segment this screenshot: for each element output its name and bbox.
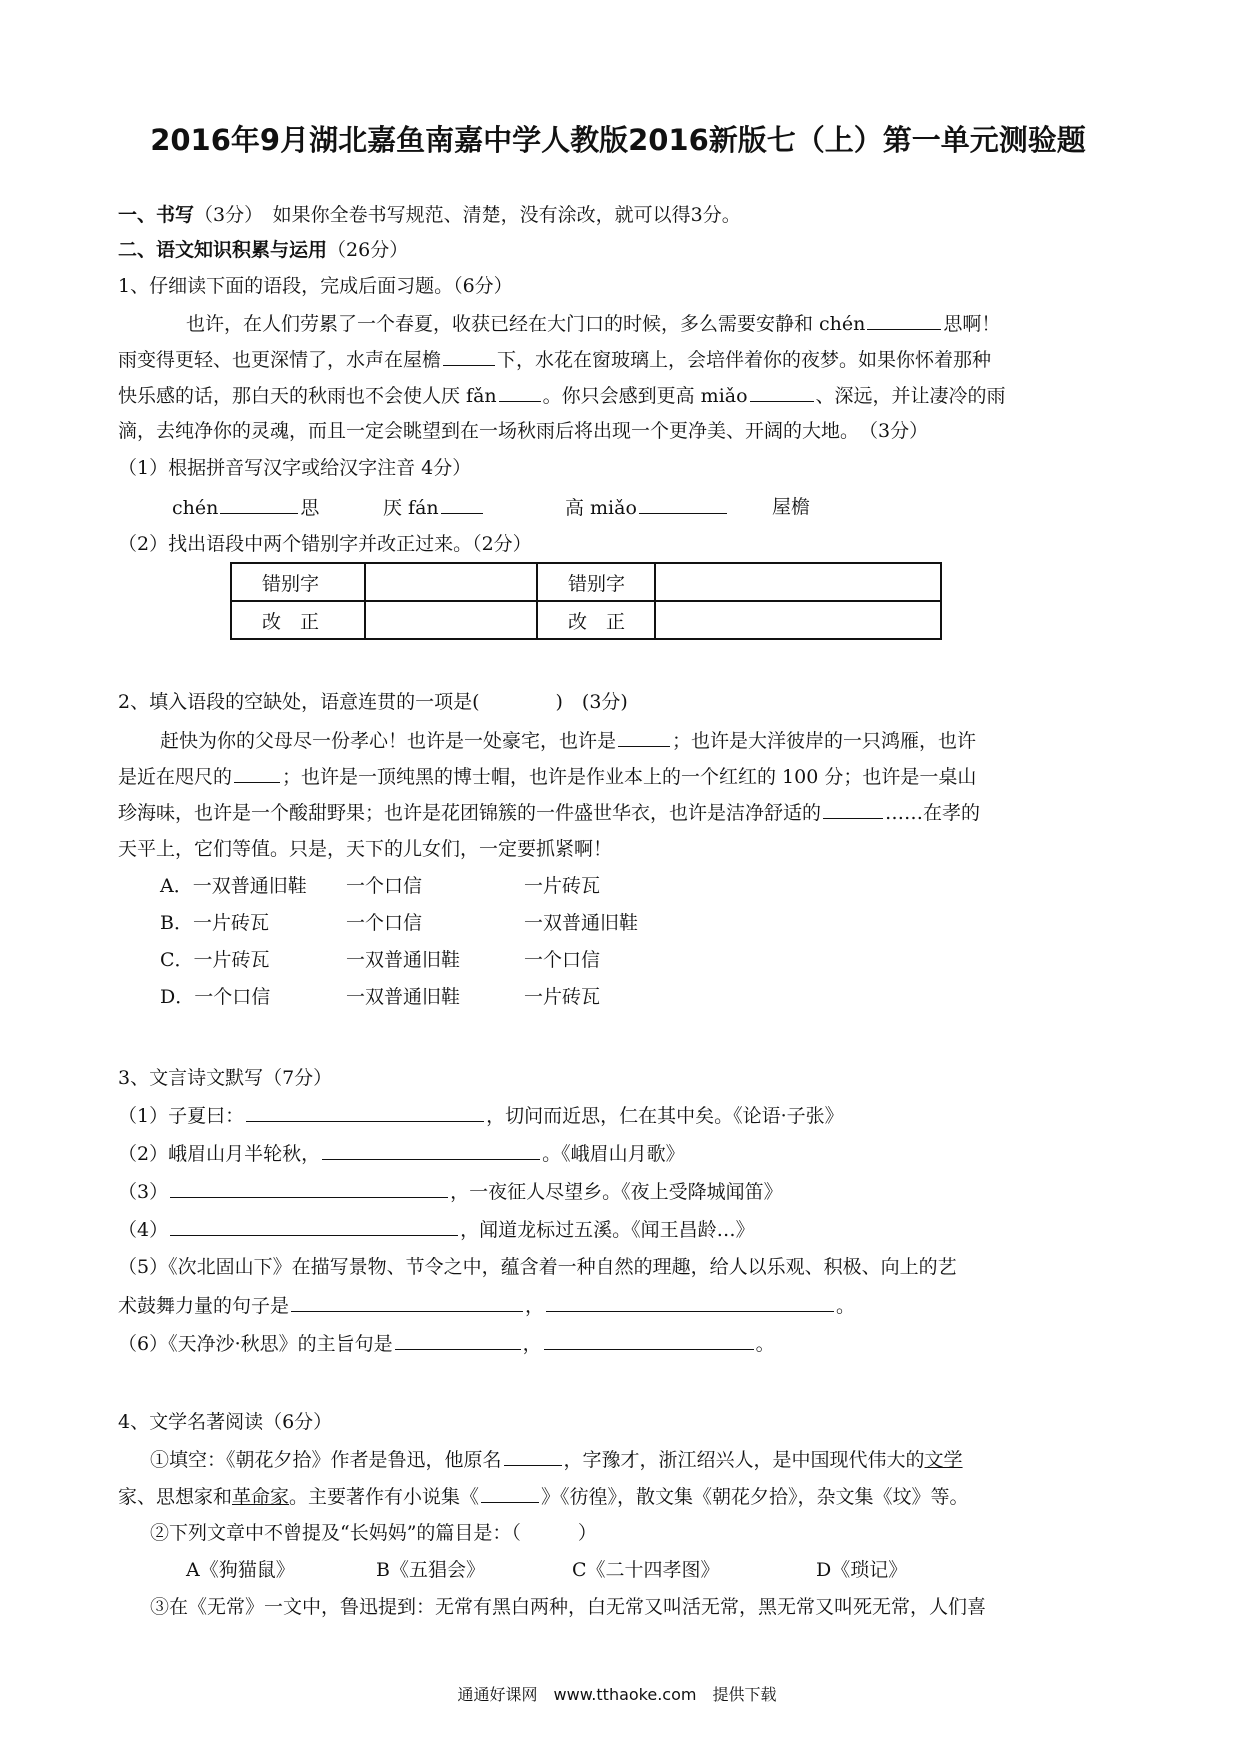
q1-title: 1、仔细读下面的语段，完成后面习题。（6分）: [118, 275, 513, 297]
q3-item-6: （6）《天净沙·秋思》的主旨句是 ， 。: [118, 1333, 775, 1355]
pinyin-item-1: chén 思: [172, 497, 320, 519]
q2-option-d[interactable]: D．一个口信 一双普通旧鞋 一片砖瓦: [160, 986, 601, 1008]
q4-fill-line-2: 家、思想家和革命家。主要著作有小说集《 》《彷徨》，散文集《朝花夕拾》，杂文集《坟》等。: [118, 1486, 969, 1508]
q3-item-2: （2）峨眉山月半轮秋， 。《峨眉山月歌》: [118, 1143, 685, 1165]
q1-passage-line-1: 也许，在人们劳累了一个春夏，收获已经在大门口的时候，多么需要安静和 chén 思啊！: [186, 313, 1001, 335]
q4-option-d[interactable]: D《琐记》: [816, 1559, 908, 1581]
q2-option-a[interactable]: A．一双普通旧鞋 一个口信 一片砖瓦: [160, 875, 601, 897]
q2-option-c[interactable]: C．一片砖瓦 一双普通旧鞋 一个口信: [160, 949, 601, 971]
blank[interactable]: [499, 383, 541, 402]
blank[interactable]: [441, 495, 483, 514]
q4-title: 4、文学名著阅读（6分）: [118, 1411, 333, 1433]
answer-cell[interactable]: [365, 601, 537, 639]
section-2-text: （26分）: [327, 239, 409, 261]
section-2: [118, 238, 408, 262]
q4-option-a[interactable]: A《狗猫鼠》: [186, 1559, 295, 1581]
answer-cell[interactable]: [655, 601, 941, 639]
pinyin-item-2: 厌 fán: [383, 495, 485, 520]
blank[interactable]: [544, 1331, 754, 1350]
q3-item-3: （3） ，一夜征人尽望乡。《夜上受降城闻笛》: [118, 1181, 783, 1203]
q2-passage-line-1: 赶快为你的父母尽一份孝心！也许是一处豪宅，也许是 ；也许是大洋彼岸的一只鸿雁，也许: [160, 730, 977, 752]
table-label-wrong-2: 错别字: [537, 563, 655, 601]
q4-options: [186, 1558, 907, 1582]
table-label-wrong-1: 错别字: [231, 563, 365, 601]
blank[interactable]: [170, 1217, 458, 1236]
q3-item-1: （1）子夏曰： ，切问而近思，仁在其中矣。《论语·子张》: [118, 1105, 844, 1127]
q3-title: 3、文言诗文默写（7分）: [118, 1067, 333, 1089]
table-label-fix-1: 改 正: [231, 601, 365, 639]
q3-item-5-line-2: 术鼓舞力量的句子是 ， 。: [118, 1295, 856, 1317]
blank[interactable]: [291, 1293, 523, 1312]
q4-option-b[interactable]: B《五猖会》: [376, 1559, 485, 1581]
q4-question-3: ③在《无常》一文中，鲁迅提到：无常有黑白两种，白无常又叫活无常，黑无常又叫死无常，人们喜: [150, 1596, 987, 1618]
page-footer: 通通好课网 www.tthaoke.com 提供下载: [457, 1685, 777, 1704]
q2-passage-line-2: 是近在咫尺的 ；也许是一顶纯黑的博士帽，也许是作业本上的一个红红的 100 分；也许是一桌山: [118, 766, 977, 788]
answer-cell[interactable]: [655, 563, 941, 601]
blank[interactable]: [618, 728, 670, 747]
q4-question-2: ②下列文章中不曾提及“长妈妈”的篇目是：（ ）: [150, 1522, 597, 1544]
blank[interactable]: [234, 764, 280, 783]
q2-passage-line-3: 珍海味，也许是一个酸甜野果；也许是花团锦簇的一件盛世华衣，也许是洁净舒适的 ……在孝的: [118, 802, 981, 824]
q2-option-b[interactable]: B．一片砖瓦 一个口信 一双普通旧鞋: [160, 912, 639, 934]
section-1-text: （3分） 如果你全卷书写规范、清楚，没有涂改，就可以得3分。: [194, 204, 741, 226]
q1-sub-2: （2）找出语段中两个错别字并改正过来。（2分）: [118, 533, 532, 555]
blank[interactable]: [220, 495, 298, 514]
blank[interactable]: [823, 800, 883, 819]
pinyin-item-4: 屋檐: [772, 496, 811, 518]
blank[interactable]: [170, 1179, 448, 1198]
q2-title: 2、填入语段的空缺处，语意连贯的一项是( ) (3分): [118, 691, 628, 713]
q3-item-4: （4） ，闻道龙标过五溪。《闻王昌龄…》: [118, 1219, 755, 1241]
answer-cell[interactable]: [365, 563, 537, 601]
pinyin-item-3: 高 miǎo: [565, 495, 729, 520]
q4-option-c[interactable]: C《二十四孝图》: [572, 1559, 720, 1581]
blank[interactable]: [443, 347, 495, 366]
section-2-heading: 二、语文知识积累与运用: [118, 239, 328, 261]
blank[interactable]: [546, 1293, 834, 1312]
q1-sub-1: （1）根据拼音写汉字或给汉字注音 4分）: [118, 457, 472, 479]
section-1: [118, 203, 741, 227]
blank[interactable]: [322, 1141, 540, 1160]
q1-passage-line-4: 滴，去纯净你的灵魂，而且一定会眺望到在一场秋雨后将出现一个更净美、开阔的大地。 （3分）: [118, 420, 929, 442]
error-correction-table: [230, 562, 942, 640]
q3-item-5-line-1: （5）《次北固山下》在描写景物、节令之中，蕴含着一种自然的理趣，给人以乐观、积极、向上的艺: [118, 1256, 957, 1278]
blank[interactable]: [639, 495, 727, 514]
q2-passage-line-4: 天平上，它们等值。只是，天下的儿女们，一定要抓紧啊！: [118, 838, 613, 860]
q1-passage-line-2: 雨变得更轻、也更深情了，水声在屋檐 下，水花在窗玻璃上，会培伴着你的夜梦。如果你怀着那种: [118, 349, 992, 371]
blank[interactable]: [481, 1484, 539, 1503]
blank[interactable]: [395, 1331, 521, 1350]
table-label-fix-2: 改 正: [537, 601, 655, 639]
page-title: 2016年9月湖北嘉鱼南嘉中学人教版2016新版七（上）第一单元测验题: [150, 123, 1086, 157]
blank[interactable]: [504, 1447, 562, 1466]
blank[interactable]: [867, 311, 941, 330]
section-1-heading: 一、书写: [118, 204, 195, 226]
blank[interactable]: [750, 383, 814, 402]
q4-fill-line-1: ①填空：《朝花夕拾》作者是鲁迅，他原名 ，字豫才，浙江绍兴人，是中国现代伟大的文学: [150, 1449, 963, 1471]
blank[interactable]: [246, 1103, 484, 1122]
q1-passage-line-3: 快乐感的话，那白天的秋雨也不会使人厌 fǎn 。你只会感到更高 miǎo 、深远，并让凄冷的雨: [118, 385, 1006, 407]
